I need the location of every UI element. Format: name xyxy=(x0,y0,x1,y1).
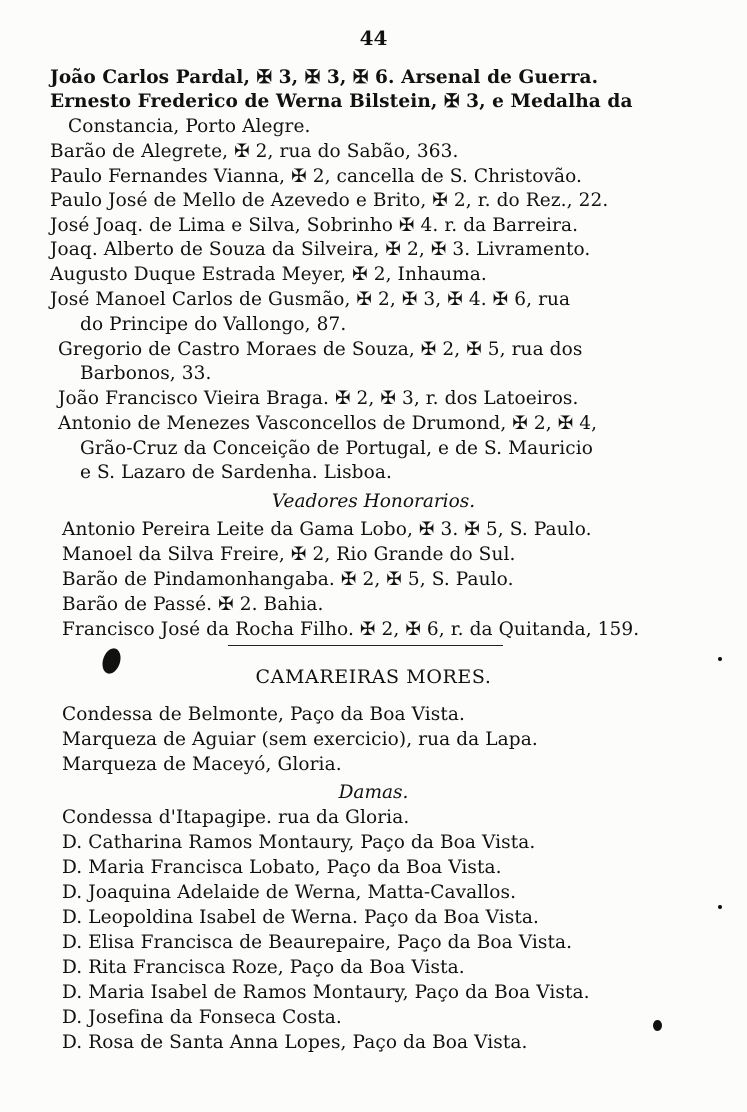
entry-line: Condessa d'Itapagipe. rua da Gloria. xyxy=(62,807,410,828)
ink-dot xyxy=(718,657,722,661)
entry-line: Grão-Cruz da Conceição de Portugal, e de S. Mauricio xyxy=(80,438,593,459)
entry-line: D. Maria Francisca Lobato, Paço da Boa Vista. xyxy=(62,857,502,878)
entry-line: João Francisco Vieira Braga. ✠ 2, ✠ 3, r. dos Latoeiros. xyxy=(58,388,579,409)
entry-line: D. Leopoldina Isabel de Werna. Paço da Boa Vista. xyxy=(62,907,539,928)
entry-line: Gregorio de Castro Moraes de Souza, ✠ 2, ✠ 5, rua dos xyxy=(58,339,583,360)
entry-line: José Manoel Carlos de Gusmão, ✠ 2, ✠ 3, ✠ 4. ✠ 6, rua xyxy=(50,289,571,310)
entry-line: Paulo Fernandes Vianna, ✠ 2, cancella de S. Christovão. xyxy=(50,166,583,187)
entry-line: Antonio Pereira Leite da Gama Lobo, ✠ 3. ✠ 5, S. Paulo. xyxy=(62,519,592,540)
entry-line: Augusto Duque Estrada Meyer, ✠ 2, Inhauma. xyxy=(50,264,487,285)
entry-line: João Carlos Pardal, ✠ 3, ✠ 3, ✠ 6. Arsenal de Guerra. xyxy=(50,67,599,88)
section-heading-camareiras: CAMAREIRAS MORES. xyxy=(255,666,492,688)
page-number: 44 xyxy=(359,26,388,50)
entry-line: Francisco José da Rocha Filho. ✠ 2, ✠ 6, r. da Quitanda, 159. xyxy=(62,619,640,640)
section-heading-damas: Damas. xyxy=(338,782,409,803)
entry-line: D. Josefina da Fonseca Costa. xyxy=(62,1007,342,1028)
entry-line: D. Elisa Francisca de Beaurepaire, Paço da Boa Vista. xyxy=(62,932,573,953)
entry-line: D. Catharina Ramos Montaury, Paço da Boa Vista. xyxy=(62,832,536,853)
entry-line: Marqueza de Maceyó, Gloria. xyxy=(62,754,342,775)
entry-line: Barbonos, 33. xyxy=(80,363,212,384)
section-heading-veadores: Veadores Honorarios. xyxy=(271,491,476,512)
entry-line: Barão de Pindamonhangaba. ✠ 2, ✠ 5, S. Paulo. xyxy=(62,569,514,590)
divider-rule xyxy=(228,645,503,646)
entry-line: D. Joaquina Adelaide de Werna, Matta-Cavallos. xyxy=(62,882,517,903)
entry-line: Marqueza de Aguiar (sem exercicio), rua da Lapa. xyxy=(62,729,538,750)
entry-line: D. Maria Isabel de Ramos Montaury, Paço da Boa Vista. xyxy=(62,982,590,1003)
entry-line: D. Rosa de Santa Anna Lopes, Paço da Boa Vista. xyxy=(62,1032,528,1053)
entry-line: Joaq. Alberto de Souza da Silveira, ✠ 2, ✠ 3. Livramento. xyxy=(50,239,591,260)
entry-line: Constancia, Porto Alegre. xyxy=(68,116,311,137)
ink-dot xyxy=(718,905,722,909)
entry-line: Barão de Alegrete, ✠ 2, rua do Sabão, 363. xyxy=(50,141,459,162)
entry-line: Paulo José de Mello de Azevedo e Brito, ✠ 2, r. do Rez., 22. xyxy=(50,190,609,211)
entry-line: Condessa de Belmonte, Paço da Boa Vista. xyxy=(62,704,465,725)
entry-line: e S. Lazaro de Sardenha. Lisboa. xyxy=(80,462,392,483)
ink-dot xyxy=(653,1020,662,1031)
entry-line: José Joaq. de Lima e Silva, Sobrinho ✠ 4. r. da Barreira. xyxy=(50,215,579,236)
entry-line: Ernesto Frederico de Werna Bilstein, ✠ 3, e Medalha da xyxy=(50,91,633,112)
entry-line: Antonio de Menezes Vasconcellos de Drumond, ✠ 2, ✠ 4, xyxy=(58,413,598,434)
entry-line: Manoel da Silva Freire, ✠ 2, Rio Grande do Sul. xyxy=(62,544,516,565)
entry-line: do Principe do Vallongo, 87. xyxy=(80,314,347,335)
entry-line: D. Rita Francisca Roze, Paço da Boa Vista. xyxy=(62,957,465,978)
entry-line: Barão de Passé. ✠ 2. Bahia. xyxy=(62,594,324,615)
